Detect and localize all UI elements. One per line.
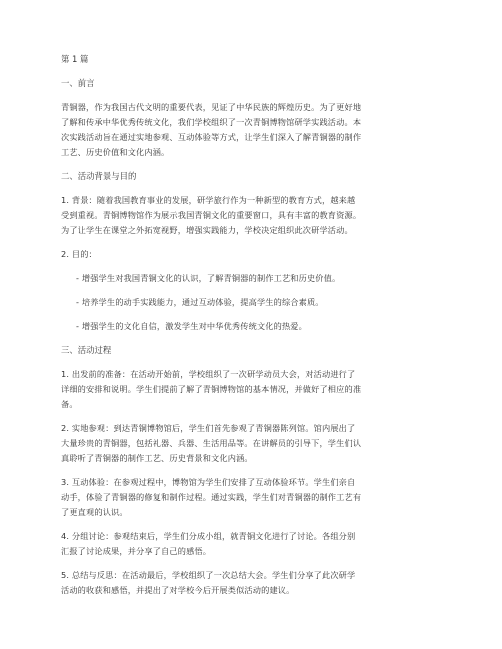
text-line: 备。 — [61, 399, 78, 409]
section-2-title: 二、活动背景与目的 — [61, 171, 137, 181]
process-step-1 — [61, 367, 441, 412]
process-step-4 — [61, 529, 441, 559]
goal-heading: 2. 目的： — [61, 249, 97, 259]
text-line: 了更直观的认识。 — [61, 507, 128, 517]
text-line: 真聆听了青铜器的制作工艺、历史背景和文化内涵。 — [61, 453, 253, 463]
text-line: 详细的安排和说明。学生们提前了解了青铜博物馆的基本情况，并做好了相应的准 — [61, 384, 362, 394]
text-line: 了解和传承中华优秀传统文化，我们学校组织了一次青铜博物馆研学实践活动。本 — [61, 117, 362, 127]
text-line: 3. 互动体验：在参观过程中，博物馆为学生们安排了互动体验环节。学生们亲自 — [61, 477, 356, 487]
section-3-title: 三、活动过程 — [61, 345, 112, 355]
document-body — [61, 52, 441, 607]
text-line: 活动的收获和感悟，并提出了对学校今后开展类似活动的建议。 — [61, 585, 295, 595]
text-line: 1. 出发前的准备：在活动开始前，学校组织了一次研学动员大会，对活动进行了 — [61, 369, 356, 379]
text-line: 受到重视。青铜博物馆作为展示我国青铜文化的重要窗口，具有丰富的教育资源。 — [61, 210, 362, 220]
section-1-title: 一、前言 — [61, 78, 95, 88]
text-line: 4. 分组讨论：参观结束后，学生们分成小组，就青铜文化进行了讨论。各组分别 — [61, 531, 356, 541]
text-line: 2. 实地参观：到达青铜博物馆后，学生们首先参观了青铜器陈列馆。馆内展出了 — [61, 423, 356, 433]
text-line: 工艺、历史价值和文化内涵。 — [61, 147, 170, 157]
text-line: 1. 背景：随着我国教育事业的发展，研学旅行作为一种新型的教育方式，越来越 — [61, 195, 356, 205]
text-line: 为了让学生在课堂之外拓宽视野，增强实践能力，学校决定组织此次研学活动。 — [61, 225, 353, 235]
text-line: 5. 总结与反思：在活动最后，学校组织了一次总结大会。学生们分享了此次研学 — [61, 570, 356, 580]
goal-item: - 增强学生对我国青铜文化的认识，了解青铜器的制作工艺和历史价值。 — [76, 273, 341, 283]
goal-item: - 增强学生的文化自信，激发学生对中华优秀传统文化的热爱。 — [76, 321, 307, 331]
background-paragraph — [61, 193, 441, 238]
text-line: 大量珍贵的青铜器，包括礼器、兵器、生活用品等。在讲解员的引导下，学生们认 — [61, 438, 362, 448]
text-line: 青铜器，作为我国古代文明的重要代表，见证了中华民族的辉煌历史。为了更好地 — [61, 102, 362, 112]
goal-item: - 培养学生的动手实践能力，通过互动体验，提高学生的综合素质。 — [76, 297, 324, 307]
process-step-5 — [61, 568, 441, 598]
text-line: 次实践活动旨在通过实地参观、互动体验等方式，让学生们深入了解青铜器的制作 — [61, 132, 362, 142]
intro-paragraph — [61, 100, 441, 160]
process-step-3 — [61, 475, 441, 520]
process-step-2 — [61, 421, 441, 466]
text-line: 汇报了讨论成果，并分享了自己的感悟。 — [61, 546, 212, 556]
text-line: 动手，体验了青铜器的修复和制作过程。通过实践，学生们对青铜器的制作工艺有 — [61, 492, 362, 502]
chapter-heading: 第 1 篇 — [61, 54, 89, 64]
